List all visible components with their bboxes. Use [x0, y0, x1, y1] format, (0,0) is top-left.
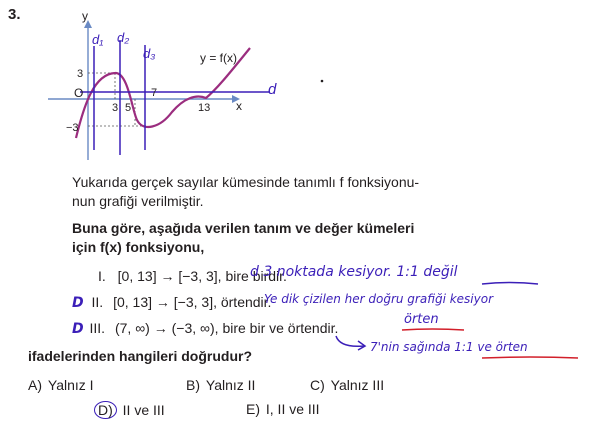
handwritten-note-1: d 3 noktada kesiyor. 1:1 değil: [250, 264, 458, 280]
statement-text: [0, 13] → [−3, 3], örtendir.: [113, 294, 272, 310]
option-text: Yalnız II: [205, 377, 256, 393]
option-letter: A): [28, 377, 42, 393]
intro-line-2: nun grafiği verilmiştir.: [72, 193, 204, 209]
statement-mark: D: [72, 321, 84, 337]
function-graph: [0, 0, 600, 160]
question-text: ifadelerinden hangileri doğrudur?: [28, 348, 253, 364]
x-tick-13: 13: [198, 102, 211, 114]
handwritten-note-2: Ye dik çizilen her doğru grafiği kesiyor: [264, 292, 494, 306]
option-a[interactable]: [28, 377, 94, 393]
option-text: II ve III: [122, 402, 165, 418]
x-tick-7: 7: [151, 87, 158, 99]
intro-line-1: Yukarıda gerçek sayılar kümesinde tanımlı f fonksiyonu-: [72, 174, 420, 190]
x-tick-3: 3: [112, 102, 119, 114]
option-b[interactable]: [186, 377, 255, 393]
function-label: y = f(x): [200, 51, 238, 65]
hand-arrow-icon: [334, 334, 370, 354]
question-number: 3.: [8, 6, 21, 23]
y-axis-label: y: [82, 9, 88, 23]
hand-label-d2: d₂: [117, 30, 130, 45]
statement-mark: D: [72, 295, 84, 311]
statement-3: [72, 320, 338, 337]
note1-underline: [480, 281, 540, 287]
handwritten-note-3: 7'nin sağında 1:1 ve örten: [370, 340, 528, 354]
option-c[interactable]: [310, 377, 384, 393]
statement-text: (7, ∞) → (−3, ∞), bire bir ve örtendir.: [114, 320, 339, 336]
option-text: Yalnız III: [330, 377, 385, 393]
option-letter: B): [186, 377, 200, 393]
prompt-line-2: için f(x) fonksiyonu,: [72, 239, 205, 255]
prompt-line-1: Buna göre, aşağıda verilen tanım ve değer kümeleri: [72, 220, 415, 236]
option-letter: D): [94, 401, 117, 419]
x-tick-5: 5: [125, 102, 132, 114]
origin-label: O: [74, 86, 84, 100]
option-text: I, II ve III: [265, 401, 320, 417]
note3-underline: [480, 355, 580, 361]
statement-text: [0, 13] → [−3, 3], bire birdir.: [117, 268, 287, 284]
option-e[interactable]: [246, 401, 320, 417]
hand-label-d: d: [268, 81, 277, 98]
option-letter: C): [310, 377, 325, 393]
y-tick-neg: −3: [66, 122, 79, 134]
x-axis-label: x: [236, 99, 242, 113]
y-tick-pos: 3: [77, 68, 84, 80]
option-text: Yalnız I: [47, 377, 94, 393]
note2b-underline: [400, 327, 466, 333]
option-d[interactable]: [94, 401, 165, 419]
statement-2: [72, 294, 271, 311]
statement-label: III.: [89, 320, 106, 336]
statement-label: II.: [91, 294, 104, 310]
handwritten-note-2b: örten: [404, 312, 439, 327]
hand-label-d1: d₁: [92, 32, 104, 47]
option-letter: E): [246, 401, 260, 417]
hand-label-d3: d₃: [143, 46, 156, 61]
statement-label: I.: [98, 268, 106, 284]
